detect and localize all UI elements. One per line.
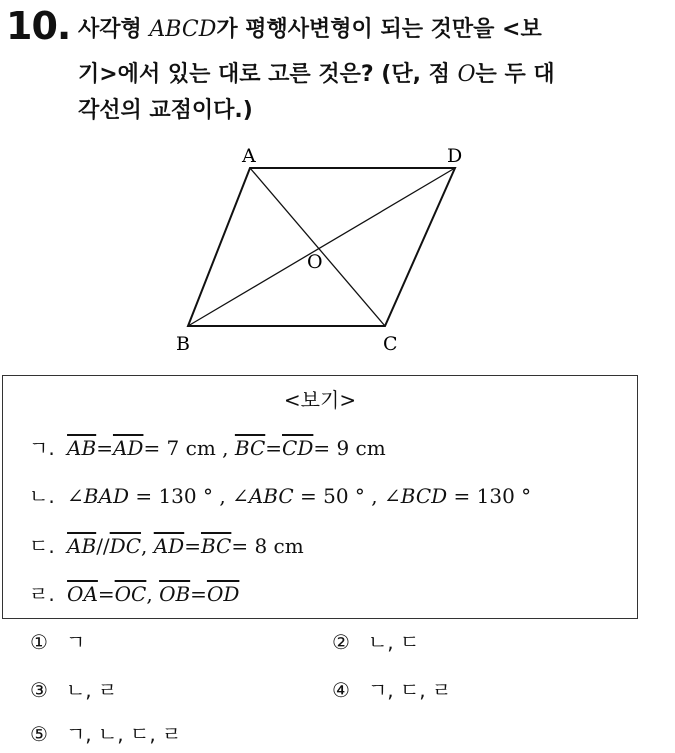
segment: $\overline{AD}$ (153, 534, 185, 558)
equals-sign: = (184, 534, 201, 558)
condition-marker: ㄹ. (29, 582, 55, 606)
choice-number: ⑤ (30, 722, 48, 746)
vertex-label-b: B (176, 333, 190, 355)
segment: $\overline{BC}$ (234, 436, 266, 460)
choice-text: ㄴ, ㄹ (65, 678, 118, 702)
condition-item-4 (29, 578, 239, 607)
choice-1[interactable] (30, 626, 85, 655)
length-value: = 9 cm (313, 436, 386, 460)
equals-sign: = (190, 582, 207, 606)
question-line-3 (78, 93, 253, 124)
segment: $\overline{OA}$ (67, 582, 98, 606)
angle-value: = 130 ° , (128, 484, 233, 508)
diagonal-bd (188, 168, 455, 326)
condition-item-2 (29, 480, 531, 509)
equals-sign: = (97, 582, 115, 606)
choice-number: ② (332, 630, 350, 654)
segment: $\overline{OC}$ (114, 582, 147, 606)
choice-5[interactable] (30, 718, 181, 747)
question-text: 각선의 교점이다.) (78, 98, 253, 123)
segment: $\overline{BC}$ (200, 534, 232, 558)
length-value: = 8 cm (231, 534, 304, 558)
question-text: 기>에서 있는 대로 고른 것은? (단, 점 (78, 62, 458, 87)
parallelogram-figure (160, 138, 490, 358)
choice-text: ㄱ (65, 630, 86, 654)
length-value: = 7 cm , (143, 436, 235, 460)
separator: , (146, 582, 160, 606)
parallel-sign: // (96, 534, 110, 558)
quadrilateral-name: ABCD (149, 17, 217, 42)
segment: $\overline{AB}$ (67, 436, 97, 460)
condition-marker: ㄴ. (29, 484, 55, 508)
equals-sign: = (96, 436, 113, 460)
angle: ∠BCD (384, 484, 448, 508)
example-box-title: <보기> (283, 388, 357, 412)
separator: , (141, 534, 154, 558)
angle-value: = 50 ° , (293, 484, 384, 508)
question-text: 사각형 (78, 17, 150, 42)
choice-number: ① (30, 630, 48, 654)
example-box (2, 375, 638, 619)
diagonal-ac (250, 168, 385, 326)
segment: $\overline{DC}$ (109, 534, 142, 558)
question-line-1 (78, 12, 542, 43)
vertex-label-c: C (383, 333, 398, 355)
question-line-2 (78, 57, 555, 88)
choice-number: ③ (30, 678, 48, 702)
segment: $\overline{CD}$ (282, 436, 314, 460)
segment: $\overline{OD}$ (206, 582, 240, 606)
point-name: O (457, 62, 476, 87)
condition-item-1 (29, 432, 386, 461)
condition-item-3 (29, 530, 304, 559)
choice-3[interactable] (30, 674, 117, 703)
angle: ∠BAD (67, 484, 129, 508)
segment: $\overline{AD}$ (112, 436, 144, 460)
condition-marker: ㄱ. (29, 436, 55, 460)
angle-value: = 130 ° (447, 484, 532, 508)
segment: $\overline{OB}$ (159, 582, 191, 606)
choice-4[interactable] (332, 674, 451, 703)
choice-number: ④ (332, 678, 350, 702)
question-number: 10. (6, 4, 71, 48)
question-text: 가 평행사변형이 되는 것만을 <보 (216, 17, 542, 42)
condition-marker: ㄷ. (29, 534, 55, 558)
segment: $\overline{AB}$ (67, 534, 97, 558)
choice-text: ㄴ, ㄷ (367, 630, 420, 654)
vertex-label-d: D (447, 145, 463, 167)
choice-text: ㄱ, ㄷ, ㄹ (367, 678, 452, 702)
intersection-label-o: O (307, 251, 323, 273)
question-text: 는 두 대 (475, 62, 555, 87)
equals-sign: = (265, 436, 283, 460)
choice-text: ㄱ, ㄴ, ㄷ, ㄹ (65, 722, 182, 746)
choice-2[interactable] (332, 626, 419, 655)
vertex-label-a: A (242, 145, 256, 167)
angle: ∠ABC (232, 484, 294, 508)
